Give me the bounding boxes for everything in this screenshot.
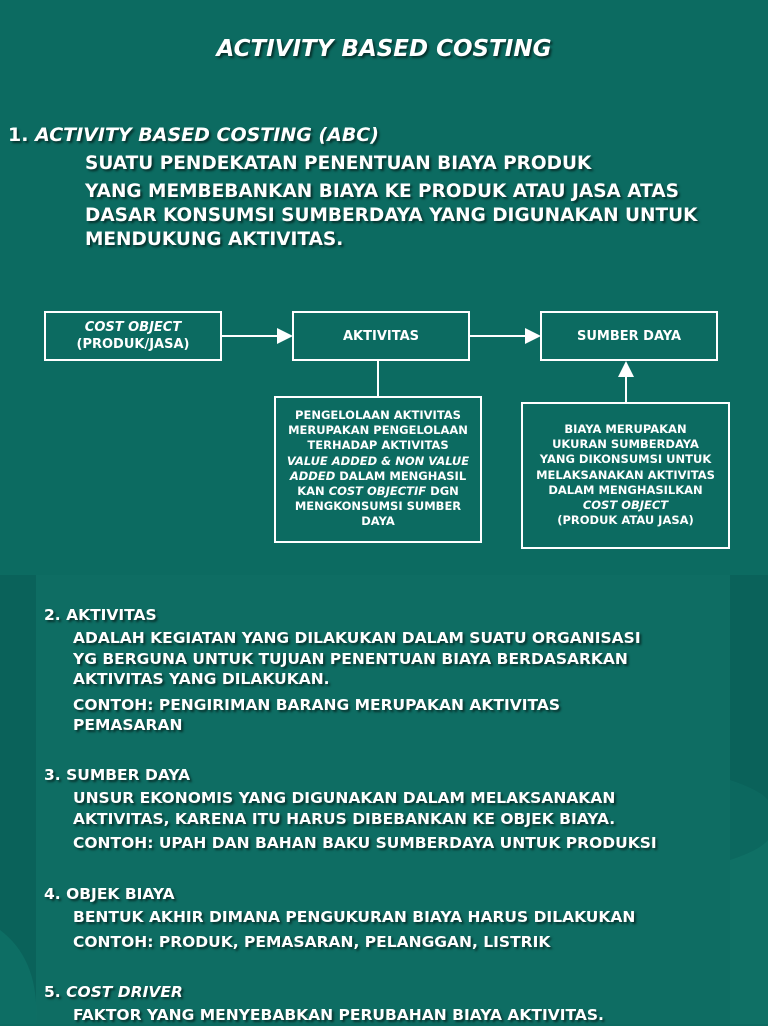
section2-line4: CONTOH: PENGIRIMAN BARANG MERUPAKAN AKTIVITAS	[73, 695, 561, 714]
cost-object-label: COST OBJECT	[84, 320, 182, 335]
section2	[44, 606, 744, 736]
note-left-line4: VALUE ADDED & NON VALUE	[286, 453, 470, 468]
note-right-line2: UKURAN SUMBERDAYA	[552, 437, 699, 452]
section1-line3: DASAR KONSUMSI SUMBERDAYA YANG DIGUNAKAN UNTUK	[85, 205, 698, 226]
note-right-line7: (PRODUK ATAU JASA)	[557, 513, 694, 528]
aktivitas-box	[292, 311, 470, 361]
note-left-line6	[276, 484, 480, 499]
section4-heading: 4. OBJEK BIAYA	[44, 885, 175, 903]
section2-line2: YG BERGUNA UNTUK TUJUAN PENENTUAN BIAYA BERDASARKAN	[73, 649, 628, 668]
note-left-line6-b: DGN	[426, 484, 459, 499]
aktivitas-label: AKTIVITAS	[342, 328, 420, 344]
section1-number: 1.	[8, 124, 29, 146]
sumber-daya-box	[540, 311, 718, 361]
section3-line3: CONTOH: UPAH DAN BAHAN BAKU SUMBERDAYA UNTUK PRODUKSI	[73, 834, 657, 852]
note-left-line8: DAYA	[361, 514, 395, 529]
section3	[44, 766, 744, 854]
section2-line1: ADALAH KEGIATAN YANG DILAKUKAN DALAM SUATU ORGANISASI	[73, 629, 641, 647]
section4-line1: BENTUK AKHIR DIMANA PENGUKURAN BIAYA HARUS DILAKUKAN	[73, 908, 636, 926]
section2-line3: AKTIVITAS YANG DILAKUKAN.	[73, 670, 330, 688]
cost-object-box	[44, 311, 222, 361]
section3-heading: 3. SUMBER DAYA	[44, 766, 191, 784]
note-left-line5-rest: DALAM MENGHASIL	[335, 468, 467, 483]
section1-line1: SUATU PENDEKATAN PENENTUAN BIAYA PRODUK	[85, 153, 592, 174]
note-left-line2: MERUPAKAN PENGELOLAAN	[288, 423, 468, 438]
note-right-line1: BIAYA MERUPAKAN	[564, 422, 687, 436]
section5-line1: FAKTOR YANG MENYEBABKAN PERUBAHAN BIAYA AKTIVITAS.	[73, 1006, 604, 1024]
section2-line5: PEMASARAN	[73, 716, 183, 734]
note-right-line4: MELAKSANAKAN AKTIVITAS	[536, 467, 715, 482]
section3-line2: AKTIVITAS, KARENA ITU HARUS DIBEBANKAN KE OBJEK BIAYA.	[73, 809, 616, 828]
note-left-line5-italic: ADDED	[289, 468, 336, 483]
section1-heading	[8, 124, 379, 146]
note-right-line3: YANG DIKONSUMSI UNTUK	[539, 452, 712, 467]
section2-heading: 2. AKTIVITAS	[44, 606, 157, 624]
sumber-daya-label: SUMBER DAYA	[576, 328, 682, 344]
note-left-line7: MENGKONSUMSI SUMBER	[294, 499, 462, 514]
note-left-line5	[276, 469, 480, 484]
section1-line2: YANG MEMBEBANKAN BIAYA KE PRODUK ATAU JASA ATAS	[85, 181, 680, 202]
section4-line2: CONTOH: PRODUK, PEMASARAN, PELANGGAN, LISTRIK	[73, 932, 551, 951]
note-left-line3: TERHADAP AKTIVITAS	[307, 438, 449, 453]
cost-object-sublabel: (PRODUK/JASA)	[76, 337, 190, 352]
section5	[44, 983, 744, 1026]
note-left-line6-italic: COST OBJECTIF	[328, 484, 427, 499]
sumber-daya-note-box	[521, 402, 730, 549]
section1-title: ACTIVITY BASED COSTING (ABC)	[35, 124, 379, 146]
section5-heading	[44, 983, 744, 1001]
page-title: ACTIVITY BASED COSTING	[216, 36, 552, 62]
section1-line4: MENDUKUNG AKTIVITAS.	[85, 229, 344, 250]
note-right-line6: COST OBJECT	[582, 498, 669, 513]
note-left-line6-a: KAN	[297, 484, 329, 499]
section5-number: 5.	[44, 983, 61, 1001]
note-right-line5: DALAM MENGHASILKAN	[548, 482, 703, 497]
note-left-line1: PENGELOLAAN AKTIVITAS	[295, 408, 461, 422]
section4	[44, 885, 744, 952]
section5-title: COST DRIVER	[66, 983, 183, 1001]
aktivitas-note-box	[274, 396, 482, 543]
section3-line1: UNSUR EKONOMIS YANG DIGUNAKAN DALAM MELAKSANAKAN	[73, 789, 616, 807]
